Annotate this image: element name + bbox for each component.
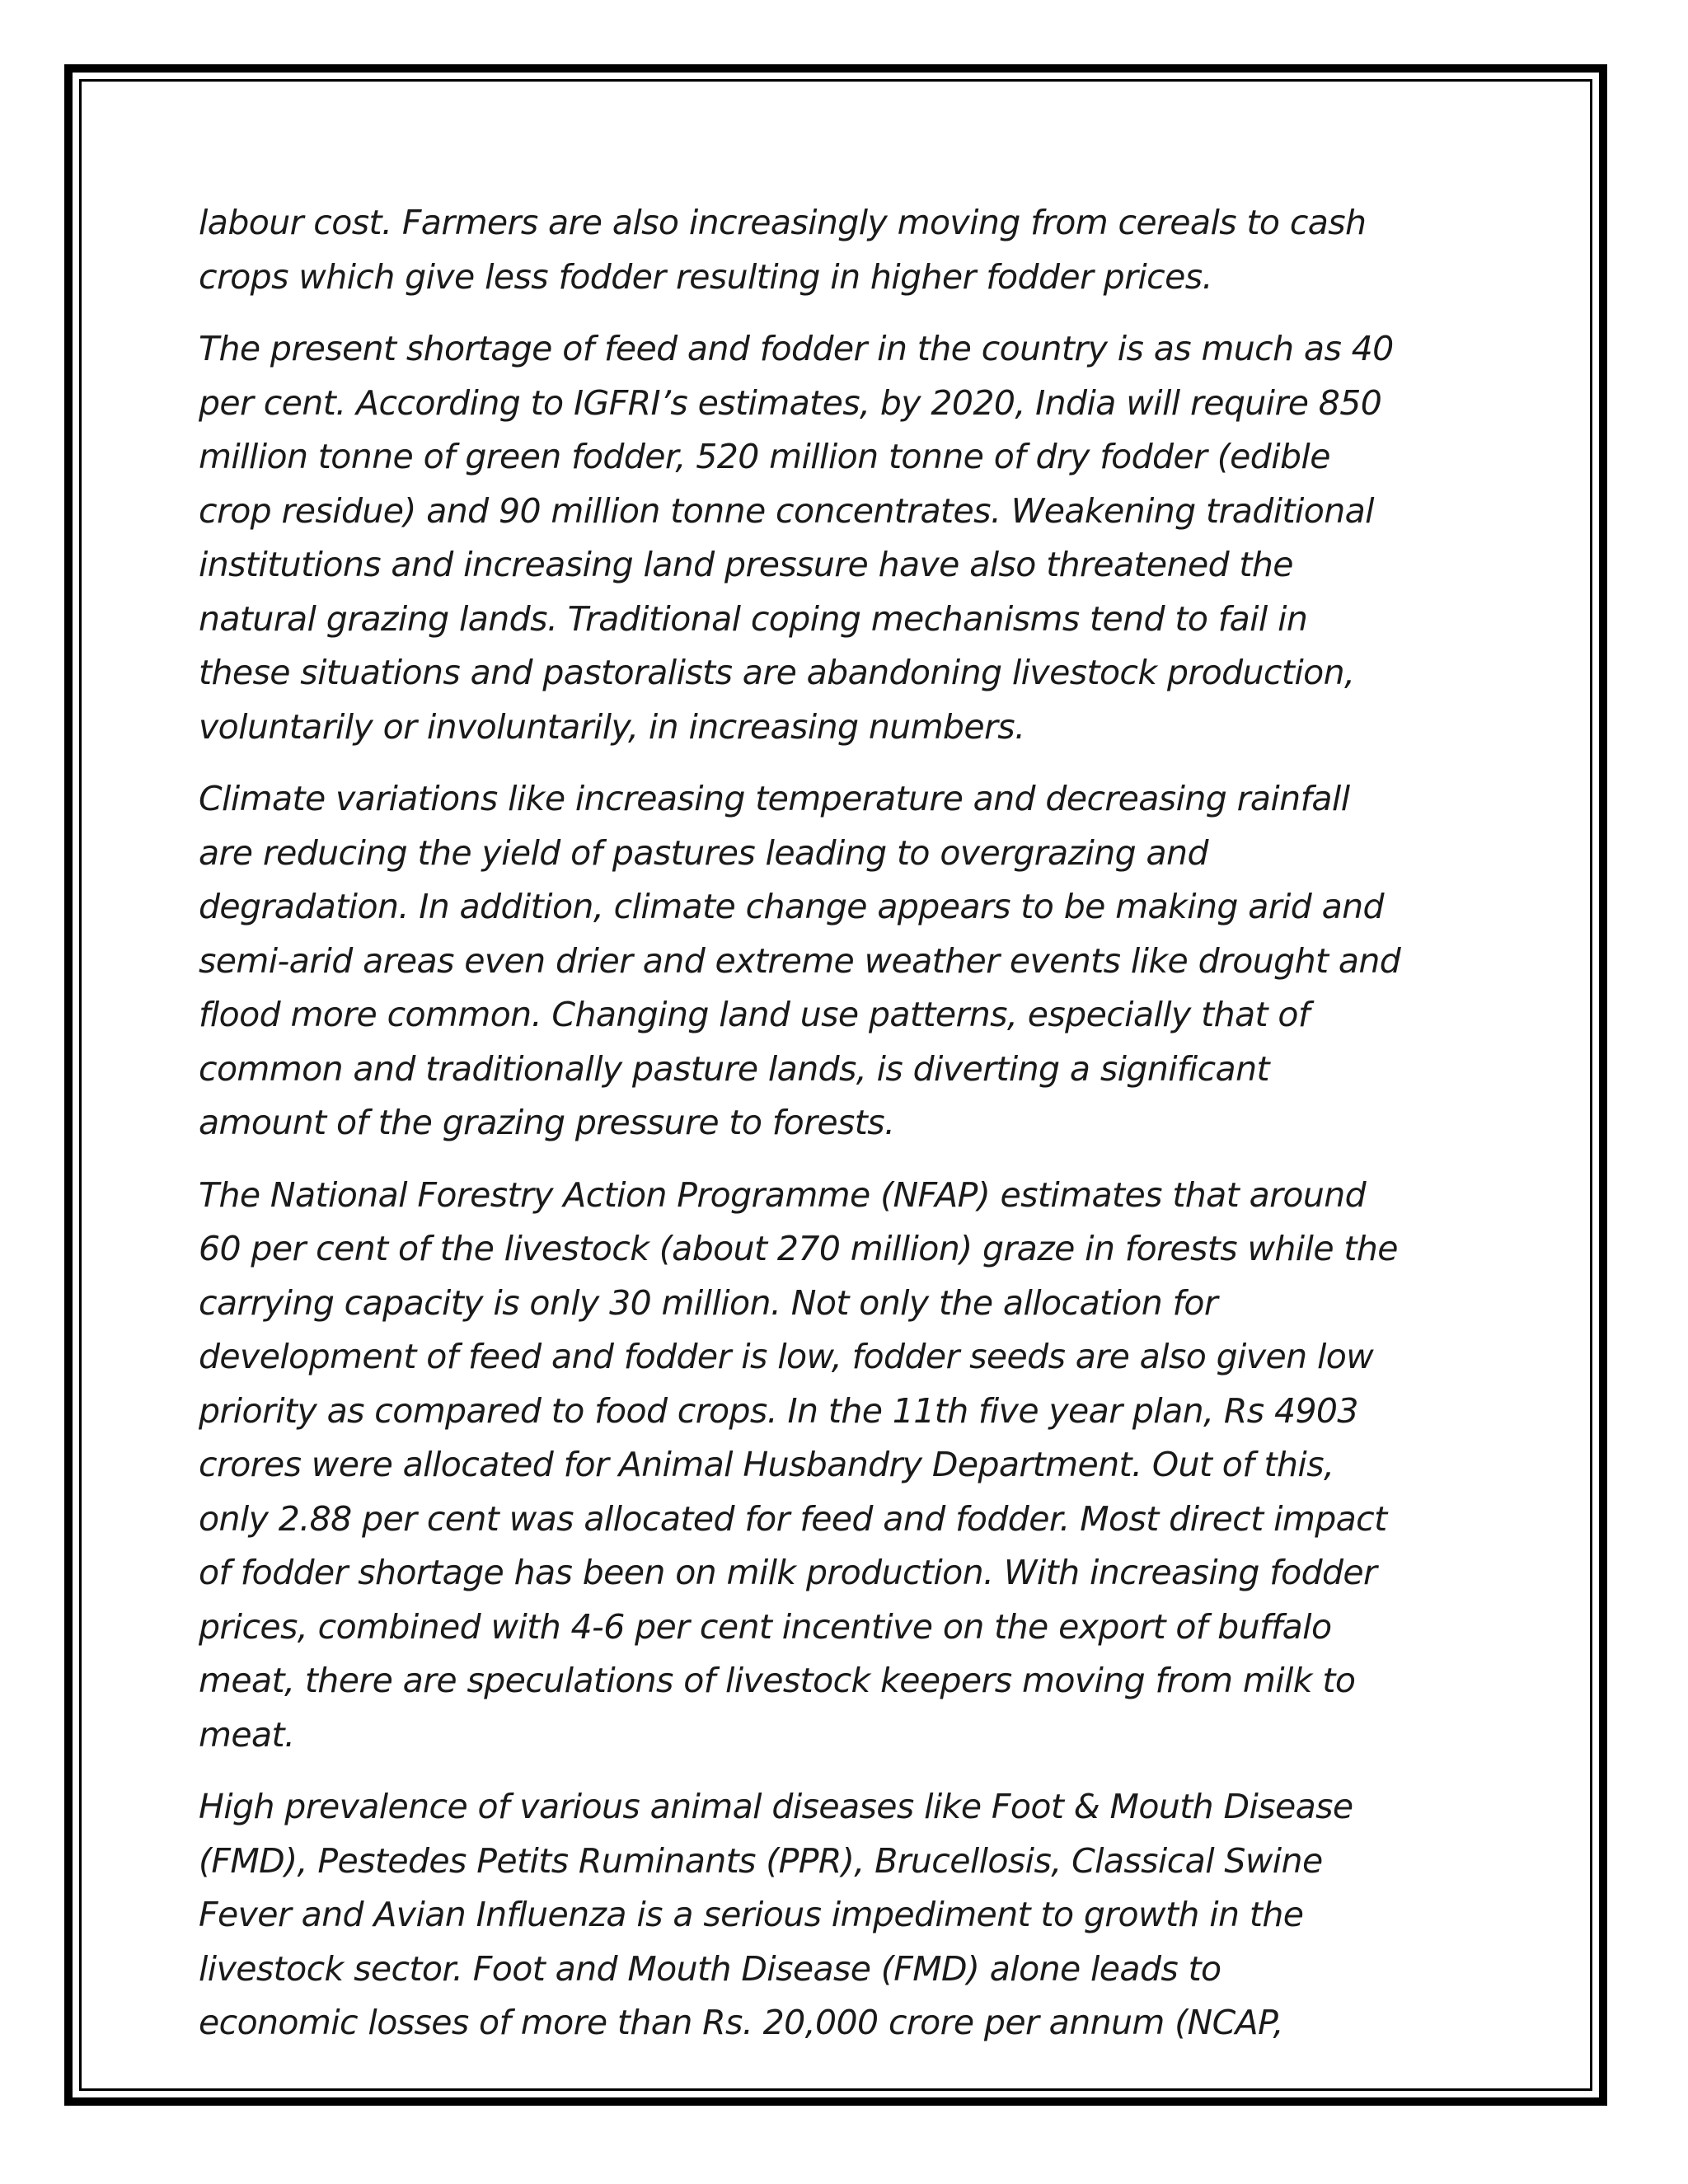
text-line: (FMD), Pestedes Petits Ruminants (PPR), Brucellosis, Classical Swine [199, 1840, 1323, 1881]
text-line: million tonne of green fodder, 520 million tonne of dry fodder (edible [199, 437, 1330, 476]
text-line: The present shortage of feed and fodder in the country is as much as 40 [199, 329, 1394, 368]
text-line: voluntarily or involuntarily, in increasing numbers. [199, 706, 1025, 747]
text-line: High prevalence of various animal diseases like Foot & Mouth Disease [199, 1787, 1353, 1826]
document-body [199, 196, 1509, 2069]
paragraph-animal-diseases [199, 1780, 1509, 2050]
text-line: Fever and Avian Influenza is a serious impediment to growth in the [199, 1895, 1304, 1934]
text-line: economic losses of more than Rs. 20,000 crore per annum (NCAP, [199, 2003, 1283, 2042]
paragraph-fodder-shortage [199, 322, 1509, 754]
text-line: of fodder shortage has been on milk production. With increasing fodder [199, 1553, 1377, 1592]
text-line: labour cost. Farmers are also increasingly moving from cereals to cash [199, 203, 1367, 242]
text-line: only 2.88 per cent was allocated for feed and fodder. Most direct impact [199, 1498, 1387, 1539]
text-line: common and traditionally pasture lands, is diverting a significant [199, 1048, 1269, 1089]
text-line: natural grazing lands. Traditional coping mechanisms tend to fail in [199, 598, 1308, 639]
text-line: Climate variations like increasing temperature and decreasing rainfall [199, 779, 1350, 818]
paragraph-fodder-cost [199, 196, 1509, 304]
text-line: 60 per cent of the livestock (about 270 million) graze in forests while the [199, 1229, 1398, 1268]
text-line: degradation. In addition, climate change appears to be making arid and [199, 887, 1384, 926]
text-line: semi-arid areas even drier and extreme weather events like drought and [199, 940, 1401, 981]
text-line: carrying capacity is only 30 million. Not only the allocation for [199, 1282, 1218, 1323]
text-line: priority as compared to food crops. In the 11th five year plan, Rs 4903 [199, 1390, 1358, 1431]
text-line: these situations and pastoralists are abandoning livestock production, [199, 653, 1355, 692]
text-line: development of feed and fodder is low, fodder seeds are also given low [199, 1337, 1374, 1376]
text-line: institutions and increasing land pressure have also threatened the [199, 545, 1293, 584]
text-line: meat, there are speculations of livestock keepers moving from milk to [199, 1661, 1356, 1700]
text-line: are reducing the yield of pastures leading to overgrazing and [199, 832, 1208, 873]
text-line: per cent. According to IGFRI’s estimates, by 2020, India will require 850 [199, 382, 1382, 423]
paragraph-nfap-estimates [199, 1169, 1509, 1763]
text-line: prices, combined with 4-6 per cent incentive on the export of buffalo [199, 1606, 1332, 1647]
text-line: crores were allocated for Animal Husbandry Department. Out of this, [199, 1445, 1334, 1484]
text-line: The National Forestry Action Programme (NFAP) estimates that around [199, 1174, 1367, 1215]
text-line: amount of the grazing pressure to forests. [199, 1103, 895, 1142]
paragraph-climate-variations [199, 772, 1509, 1151]
text-line: meat. [199, 1714, 295, 1755]
text-line: crops which give less fodder resulting in higher fodder prices. [199, 256, 1212, 297]
text-line: flood more common. Changing land use patterns, especially that of [199, 995, 1310, 1034]
text-line: crop residue) and 90 million tonne concentrates. Weakening traditional [199, 490, 1374, 531]
text-line: livestock sector. Foot and Mouth Disease (FMD) alone leads to [199, 1948, 1221, 1989]
